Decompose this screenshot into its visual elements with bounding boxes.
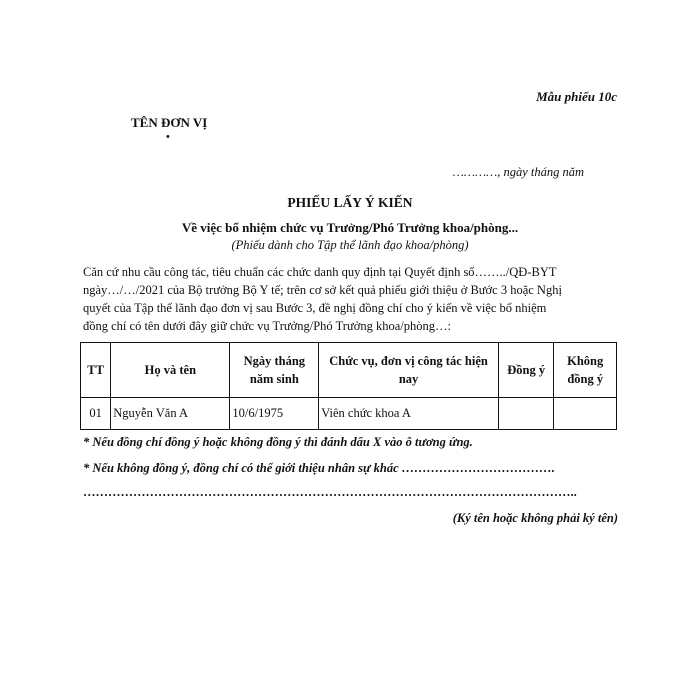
cell-disagree-checkbox[interactable]	[554, 398, 617, 430]
instruction-note-nominate[interactable]: * Nếu không đồng ý, đồng chí có thể giới thiệu nhân sự khác ……………………………….	[83, 461, 555, 475]
cell-tt: 01	[81, 398, 111, 430]
cell-position: Viên chức khoa A	[319, 398, 499, 430]
col-header-agree: Đồng ý	[498, 343, 554, 398]
col-header-disagree: Không đồng ý	[554, 343, 617, 398]
cell-name: Nguyễn Văn A	[111, 398, 230, 430]
body-line: ngày…/…/2021 của Bộ trưởng Bộ Y tế; trên cơ sở kết quả phiếu giới thiệu ở Bước 3 hoặc Nghị	[83, 283, 562, 297]
page-subtitle: Về việc bổ nhiệm chức vụ Trưởng/Phó Trưởng khoa/phòng...	[181, 220, 519, 235]
col-header-position: Chức vụ, đơn vị công tác hiện nay	[319, 343, 499, 398]
instruction-note-mark: * Nếu đồng chí đồng ý hoặc không đồng ý thì đánh dấu X vào ô tương ứng.	[83, 435, 473, 449]
bullet-mark: •	[166, 131, 170, 143]
date-line: …………, ngày tháng năm	[452, 165, 584, 179]
unit-name: TÊN ĐƠN VỊ	[131, 115, 208, 130]
body-line: Căn cứ nhu cầu công tác, tiêu chuẩn các chức danh quy định tại Quyết định số……../QĐ-BYT	[83, 265, 557, 279]
cell-birthdate: 10/6/1975	[230, 398, 319, 430]
col-header-name: Họ và tên	[111, 343, 230, 398]
cell-agree-checkbox[interactable]	[498, 398, 554, 430]
col-header-tt: TT	[81, 343, 111, 398]
subtitle-note: (Phiếu dành cho Tập thể lãnh đạo khoa/phòng)	[231, 238, 469, 252]
body-line: quyết của Tập thể lãnh đạo đơn vị sau Bước 3, đề nghị đồng chí cho ý kiến về việc bổ nhiệm	[83, 301, 547, 315]
nominate-fill-line[interactable]: ………………………………………………………………………………………………………..	[83, 485, 577, 499]
table-header-row	[81, 343, 617, 398]
page-title: PHIẾU LẤY Ý KIẾN	[287, 195, 413, 210]
col-header-birthdate: Ngày tháng năm sinh	[230, 343, 319, 398]
opinion-table	[80, 342, 617, 430]
body-line: đồng chí có tên dưới đây giữ chức vụ Trưởng/Phó Trưởng khoa/phòng…:	[83, 319, 451, 333]
form-code: Mẫu phiếu 10c	[536, 89, 617, 104]
signature-note: (Ký tên hoặc không phải ký tên)	[452, 511, 618, 525]
body-paragraph	[83, 263, 618, 335]
table-row	[81, 398, 617, 430]
